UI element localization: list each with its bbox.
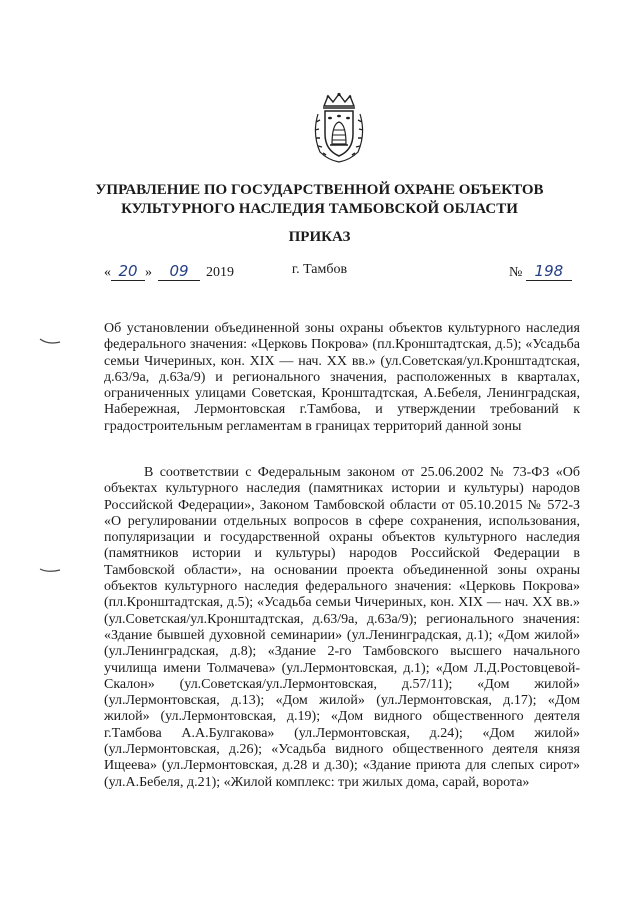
document-type-title: ПРИКАЗ <box>288 229 351 245</box>
number-sign: № <box>509 265 523 280</box>
order-number-value: 198 <box>526 262 572 281</box>
order-body-paragraph: В соответствии с Федеральным законом от 25.06.2002 № 73-ФЗ «Об объектах культурного наследия (памятниках истории и культуры) народов Российской Федерации», Законом Тамбовской области от 05.10.2015 № 572-З «О регулировании отдельных вопросов в сфере сохранения, использования, популяризации и государственной охраны объектов культурного наследия (памятников истории и культуры) народов Российской Федерации в Тамбовской области», на основании проекта объединенной зоны охраны объектов культурного наследия федерального значения: «Церковь Покрова» (пл.Кронштадтская, д.5); «Усадьба семьи Чичериных, кон. XIX — нач. XX вв.» (ул.Советская/ул.Кронштадтская, д.63/9а, д.63а/9); регионального значения: «Здание бывшей духовной семинарии» (ул.Ленинградская, д.1); «Дом жилой» (ул.Ленинградская, д.8); «Здание 2-го Тамбовского высшего начального училища имени Толмачева» (ул.Лермонтовская, д.1); «Дом Л.Д.Ростовцевой-Скалон» (ул.Советская/ул.Лермонтовская, д.57/11); «Дом жилой» (ул.Лермонтовская, д.13); «Дом жилой» (ул.Лермонтовская, д.17); «Дом жилой» (ул.Лермонтовская, д.19); «Дом видного общественного деятеля г.Тамбова А.А.Булгакова» (ул.Лермонтовская, д.24); «Дом жилой» (ул.Лермонтовская, д.26); «Усадьба видного общественного деятеля князя Ищеева» (ул.Лермонтовская, д.28 и д.30); «Здание приюта для слепых сирот» (ул.А.Бебеля, д.21); «Жилой комплекс: три жилых дома, сарай, ворота» <box>104 465 580 790</box>
order-month: 09 <box>158 262 200 281</box>
order-day: 20 <box>111 262 145 281</box>
order-number <box>509 262 572 281</box>
date-open-quote: « <box>104 265 111 280</box>
order-meta-row <box>0 262 639 286</box>
margin-mark-icon <box>38 565 62 575</box>
order-city: г. Тамбов <box>291 262 348 277</box>
order-subject: Об установлении объединенной зоны охраны объектов культурного наследия федерального значения: «Церковь Покрова» (пл.Кронштадтская, д.5); «Усадьба семьи Чичериных, кон. XIX — нач. XX вв.» (ул.Советская/ул.Кронштадтская, д.63/9а, д.63а/9) и регионального значения, расположенных в кварталах, ограниченных улицами Советская, Кронштадтская, А.Бебеля, Ленинградская, Набережная, Лермонтовская г.Тамбова, и утверждении требований к градостроительным регламентам в границах территорий данной зоны <box>104 321 580 434</box>
organization-line-1: УПРАВЛЕНИЕ ПО ГОСУДАРСТВЕННОЙ ОХРАНЕ ОБЪЕКТОВ <box>95 182 544 198</box>
tambov-coat-of-arms-icon <box>310 92 368 164</box>
organization-line-2: КУЛЬТУРНОГО НАСЛЕДИЯ ТАМБОВСКОЙ ОБЛАСТИ <box>121 201 518 217</box>
margin-mark-icon <box>38 336 62 346</box>
order-year: 2019 <box>206 265 234 280</box>
organization-name <box>60 181 579 219</box>
date-close-quote: » <box>145 265 152 280</box>
